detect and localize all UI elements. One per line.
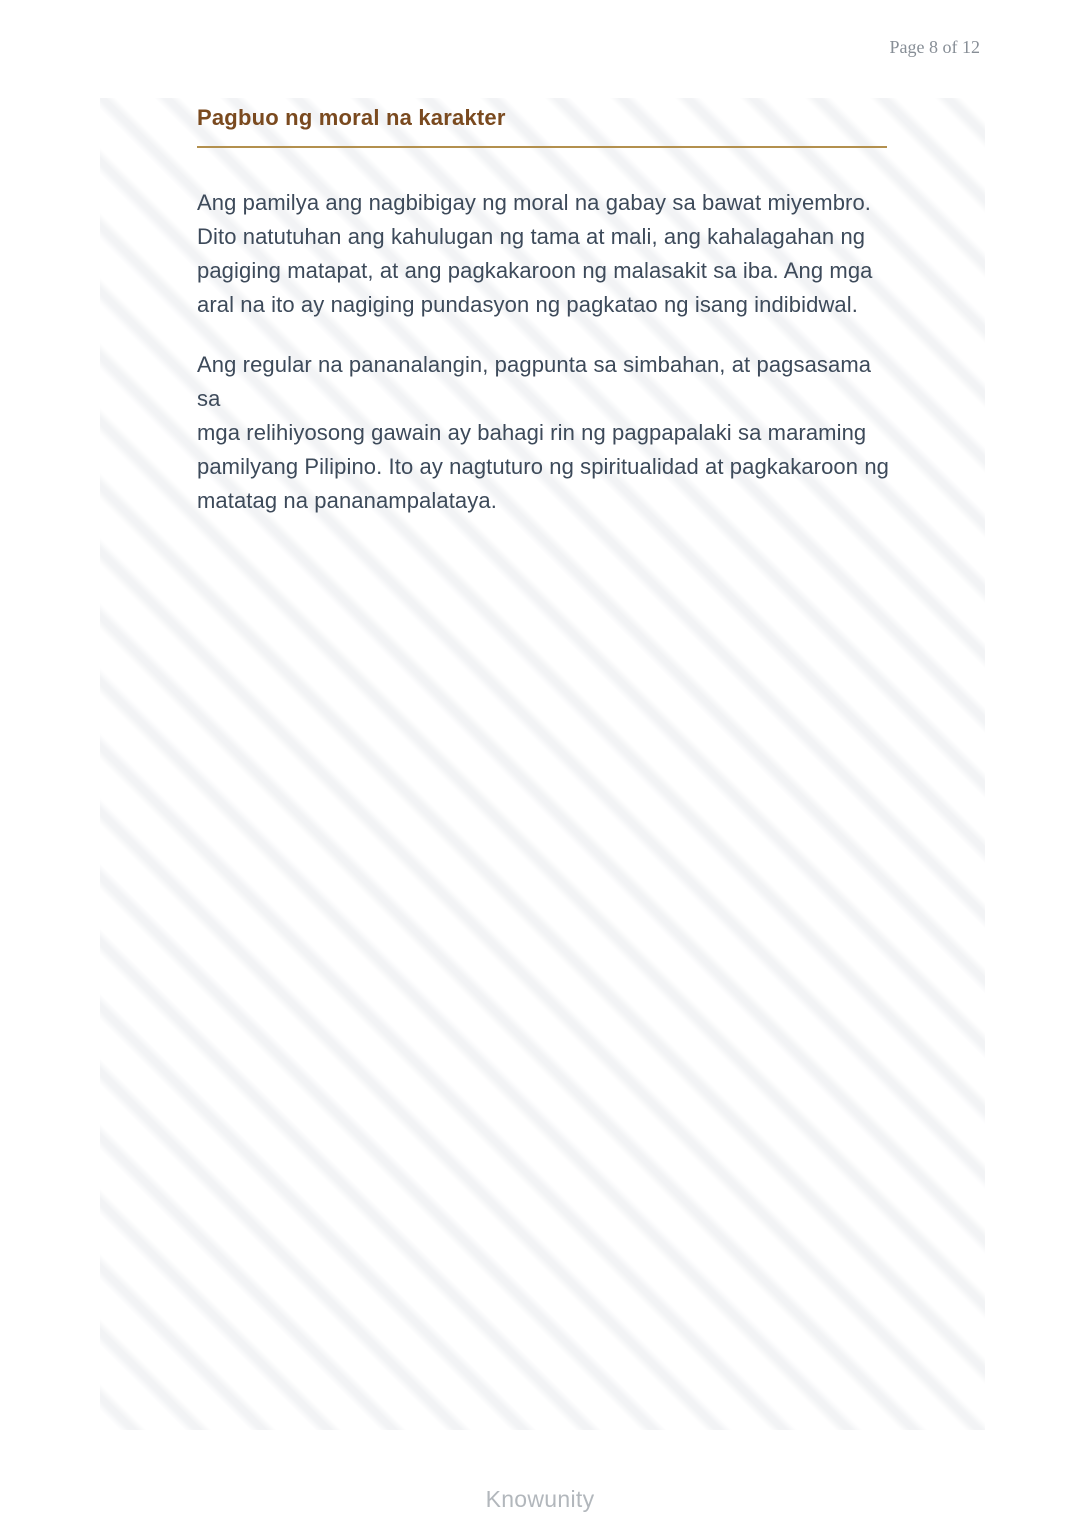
document-content-panel <box>100 98 985 1430</box>
paragraph <box>197 186 891 322</box>
paragraph <box>197 348 891 518</box>
body-copy <box>197 186 891 518</box>
section-heading: Pagbuo ng moral na karakter <box>197 105 887 148</box>
paragraph-line: Ang pamilya ang nagbibigay ng moral na gabay sa bawat miyembro. <box>197 190 872 215</box>
paragraph-line: matatag na pananampalataya. <box>197 488 497 513</box>
paragraph-line: aral na ito ay nagiging pundasyon ng pagkatao ng isang indibidwal. <box>197 292 858 317</box>
paragraph-line: mga relihiyosong gawain ay bahagi rin ng pagpapalaki sa maraming <box>197 420 867 445</box>
paragraph-line: pagiging matapat, at ang pagkakaroon ng malasakit sa iba. Ang mga <box>197 258 873 283</box>
paragraph-line: pamilyang Pilipino. Ito ay nagtuturo ng spiritualidad at pagkakaroon ng <box>197 454 889 479</box>
page-indicator: Page 8 of 12 <box>889 37 980 57</box>
paragraph-line: Dito natutuhan ang kahulugan ng tama at mali, ang kahalagahan ng <box>197 224 866 249</box>
paragraph-line: Ang regular na pananalangin, pagpunta sa simbahan, at pagsasama sa <box>197 352 872 411</box>
knowunity-watermark: Knowunity <box>485 1486 595 1512</box>
